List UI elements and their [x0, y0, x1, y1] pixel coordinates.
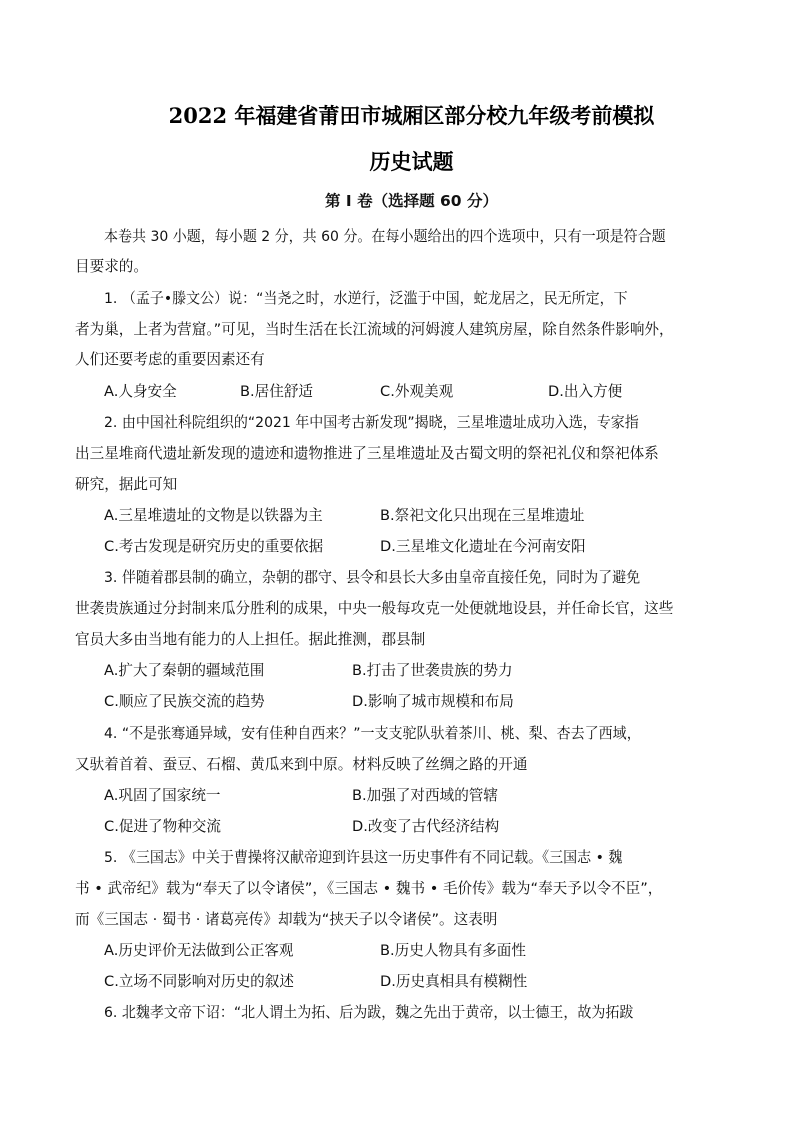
q1-stem-line-3: 人们还要考虑的重要因素还有 — [75, 351, 265, 368]
q3-stem-line-3: 官员大多由当地有能力的人上担任。据此推测，郡县制 — [75, 631, 426, 648]
q5-option-b: B.历史人物具有多面性 — [380, 942, 526, 959]
exam-title: 2022 年福建省莆田市城厢区部分校九年级考前模拟 — [168, 103, 655, 128]
q5-stem-line-2: 书 • 武帝纪》载为“奉天了以令诸侯”，《三国志 • 魏书 • 毛价传》载为“奉天予以令不臣”， — [75, 880, 663, 897]
intro-line-1: 本卷共 30 小题，每小题 2 分，共 60 分。在每小题给出的四个选项中，只有一项是符合题 — [104, 228, 666, 245]
q1-stem-line-2: 者为巢，上者为营窟。”可见，当时生活在长江流域的河姆渡人建筑房屋，除自然条件影响外， — [75, 321, 674, 338]
q4-stem-line-1: 4. “不是张骞通异域，安有佳种自西来？”一支支驼队驮着茶川、桃、梨、杏去了西域， — [104, 725, 641, 742]
q3-option-a: A.扩大了秦朝的疆域范围 — [104, 662, 265, 679]
q3-option-c: C.顺应了民族交流的趋势 — [104, 693, 265, 710]
q1-option-d: D.出入方便 — [548, 383, 623, 400]
q4-stem-line-2: 又驮着首着、蚕豆、石榴、黄瓜来到中原。材料反映了丝绸之路的开通 — [75, 756, 528, 773]
q3-stem-line-2: 世袭贵族通过分封制来瓜分胜利的成果，中央一般每攻克一处便就地设县，并任命长官，这些 — [75, 600, 674, 617]
q2-option-a: A.三星堆遗址的文物是以铁器为主 — [104, 507, 323, 524]
q2-option-d: D.三星堆文化遗址在今河南安阳 — [380, 538, 586, 555]
q6-stem-line-1: 6. 北魏孝文帝下诏：“北人谓土为拓、后为跋，魏之先出于黄帝，以士德王，故为拓跋 — [104, 1004, 634, 1021]
q2-stem-line-1: 2. 由中国社科院组织的“2021 年中国考古新发现”揭晓，三星堆遗址成功入选，专家指 — [104, 414, 639, 431]
q3-stem-line-1: 3. 伴随着郡县制的确立，杂朝的郡守、县令和县长大多由皇帝直接任免，同时为了避免 — [104, 569, 641, 586]
q4-option-c: C.促进了物种交流 — [104, 818, 221, 835]
q2-option-c: C.考古发现是研究历史的重要依据 — [104, 538, 324, 555]
exam-subtitle: 历史试题 — [369, 149, 454, 174]
q4-option-a: A.巩固了国家统一 — [104, 787, 221, 804]
q1-option-a: A.人身安全 — [104, 383, 177, 400]
section-title: 第 I 卷（选择题 60 分） — [325, 192, 498, 210]
q5-option-a: A.历史评价无法做到公正客观 — [104, 942, 294, 959]
q1-option-c: C.外观美观 — [380, 383, 454, 400]
q1-stem-line-1: 1. （孟子•滕文公）说：“当尧之时，水逆行，泛滥于中国，蛇龙居之，民无所定，下 — [104, 290, 628, 307]
q5-stem-line-1: 5. 《三国志》中关于曹操将汉献帝迎到许县这一历史事件有不同记载。《三国志 • 魏 — [104, 849, 623, 866]
q5-option-d: D.历史真相具有模糊性 — [380, 973, 528, 990]
q4-option-b: B.加强了对西域的管辖 — [352, 787, 498, 804]
q4-option-d: D.改变了古代经济结构 — [352, 818, 500, 835]
q2-stem-line-2: 出三星堆商代遗址新发现的遗迹和遗物推进了三星堆遗址及古蜀文明的祭祀礼仪和祭祀体系 — [75, 445, 659, 462]
q1-option-b: B.居住舒适 — [240, 383, 314, 400]
q2-option-b: B.祭祀文化只出现在三星堆遗址 — [380, 507, 585, 524]
q3-option-d: D.影响了城市规模和布局 — [352, 693, 514, 710]
q5-option-c: C.立场不同影响对历史的叙述 — [104, 973, 294, 990]
q5-stem-line-3: 而《三国志 · 蜀书 · 诸葛亮传》却载为“挟天子以令诸侯”。这表明 — [75, 911, 498, 928]
intro-line-2: 目要求的。 — [75, 258, 148, 275]
q3-option-b: B.打击了世袭贵族的势力 — [352, 662, 513, 679]
q2-stem-line-3: 研究，据此可知 — [75, 476, 178, 493]
